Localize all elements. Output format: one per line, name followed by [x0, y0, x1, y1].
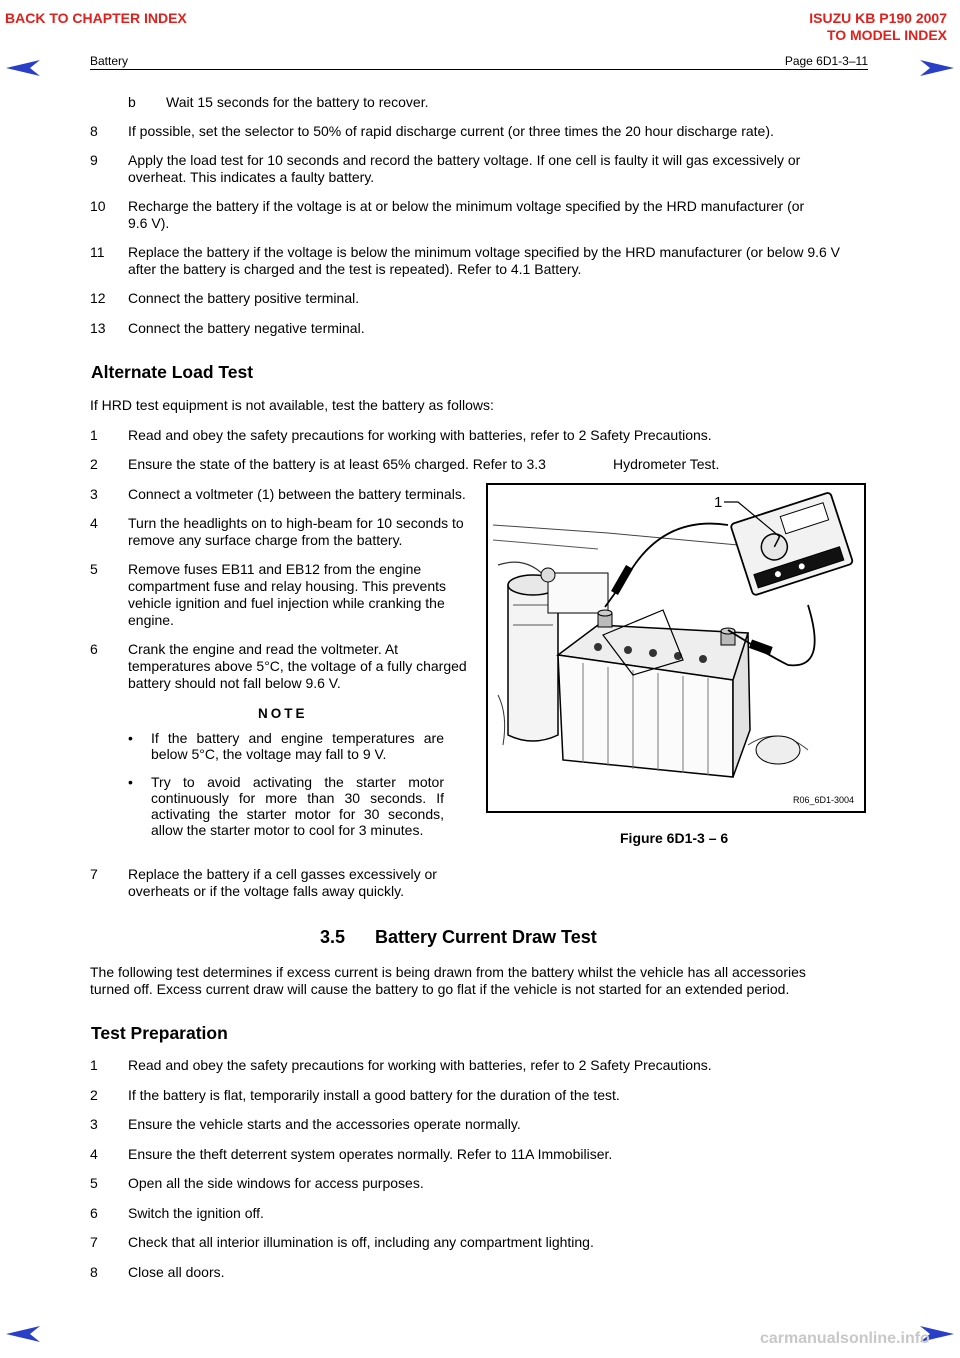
prep-step-8-text: Close all doors. [128, 1264, 225, 1280]
alt-step-3-number: 3 [90, 486, 98, 502]
alt-step-6-line1: Crank the engine and read the voltmeter. At [128, 641, 399, 657]
step-13-number: 13 [90, 320, 106, 336]
alt-step-7-line2: overheats or if the voltage falls away quickly. [128, 883, 404, 899]
note-2-bullet: • [128, 774, 133, 790]
alt-step-5-number: 5 [90, 561, 98, 577]
alt-step-7-number: 7 [90, 866, 98, 882]
note-title: NOTE [258, 706, 308, 721]
alt-step-5-line1: Remove fuses EB11 and EB12 from the engine [128, 561, 422, 577]
step-10-line1: Recharge the battery if the voltage is at or below the minimum voltage specified by the HRD manufacturer (or [128, 198, 805, 214]
prep-step-5-text: Open all the side windows for access purposes. [128, 1175, 424, 1191]
model-title[interactable]: ISUZU KB P190 2007 [809, 10, 947, 26]
alt-step-4-number: 4 [90, 515, 98, 531]
note-2-line1: Try to avoid activating the starter motor [151, 774, 444, 790]
alt-step-5-line3: vehicle ignition and fuel injection while cranking the [128, 595, 445, 611]
alt-step-2-number: 2 [90, 456, 98, 472]
prep-step-3-number: 3 [90, 1116, 98, 1132]
alt-step-5-line2: compartment fuse and relay housing. This prevents [128, 578, 447, 594]
prep-step-6-text: Switch the ignition off. [128, 1205, 264, 1221]
figure-code: R06_6D1-3004 [793, 795, 855, 805]
figure-battery-voltmeter [486, 483, 866, 813]
step-9-number: 9 [90, 152, 98, 168]
step-11-line1: Replace the battery if the voltage is below the minimum voltage specified by the HRD manufacturer (or below 9.6 V [128, 244, 841, 260]
alt-step-5-line4: engine. [128, 612, 174, 628]
step-10-line2: 9.6 V). [128, 215, 170, 231]
step-b-letter: b [128, 94, 136, 110]
alt-step-2-reference: Hydrometer Test. [613, 456, 720, 472]
step-b-text: Wait 15 seconds for the battery to recover. [166, 94, 429, 110]
header-page-number: Page 6D1-3–11 [784, 54, 868, 68]
note-2-line3: activating the starter motor for 30 seconds, [151, 806, 444, 822]
figure-caption: Figure 6D1-3 – 6 [620, 830, 729, 846]
next-page-arrow-icon[interactable] [920, 60, 954, 76]
section-3-5-title: Battery Current Draw Test [375, 927, 597, 947]
step-11-line2: after the battery is charged and the test is repeated). Refer to 4.1 Battery. [128, 261, 582, 277]
step-13-text: Connect the battery negative terminal. [128, 320, 365, 336]
step-9-line1: Apply the load test for 10 seconds and record the battery voltage. If one cell is faulty it will gas excessively or [128, 152, 801, 168]
note-1-bullet: • [128, 730, 133, 746]
prep-step-4-number: 4 [90, 1146, 98, 1162]
model-index-block[interactable] [809, 10, 947, 44]
alt-step-6-number: 6 [90, 641, 98, 657]
current-draw-intro-line1: The following test determines if excess current is being drawn from the battery whilst the vehicle has all accessories [90, 964, 806, 980]
prep-step-5-number: 5 [90, 1175, 98, 1191]
alt-step-3-text: Connect a voltmeter (1) between the battery terminals. [128, 486, 466, 502]
prev-page-arrow-icon[interactable] [6, 60, 40, 76]
step-9-line2: overheat. This indicates a faulty battery. [128, 169, 375, 185]
note-2-line2: continuously for more than 30 seconds. If [151, 790, 444, 806]
alternate-load-intro: If HRD test equipment is not available, test the battery as follows: [90, 397, 494, 413]
figure-callout-1: 1 [714, 494, 723, 511]
step-11-number: 11 [90, 244, 105, 260]
test-preparation-heading: Test Preparation [91, 1023, 228, 1043]
alt-step-7-line1: Replace the battery if a cell gasses excessively or [128, 866, 437, 882]
step-8-number: 8 [90, 123, 98, 139]
prep-step-7-text: Check that all interior illumination is off, including any compartment lighting. [128, 1234, 594, 1250]
alt-step-1-number: 1 [90, 427, 98, 443]
prep-step-7-number: 7 [90, 1234, 98, 1250]
prev-page-arrow-bottom-icon[interactable] [6, 1326, 40, 1342]
prep-step-1-text: Read and obey the safety precautions for working with batteries, refer to 2 Safety Precautions. [128, 1057, 712, 1073]
step-10-number: 10 [90, 198, 106, 214]
prep-step-1-number: 1 [90, 1057, 98, 1073]
prep-step-8-number: 8 [90, 1264, 98, 1280]
prep-step-3-text: Ensure the vehicle starts and the accessories operate normally. [128, 1116, 521, 1132]
note-2-line4: allow the starter motor to cool for 3 minutes. [151, 822, 424, 838]
alt-step-2-text: Ensure the state of the battery is at least 65% charged. Refer to 3.3 [128, 456, 546, 472]
prep-step-4-text: Ensure the theft deterrent system operates normally. Refer to 11A Immobiliser. [128, 1146, 613, 1162]
header-section: Battery [90, 54, 129, 68]
alt-step-6-line2: temperatures above 5°C, the voltage of a fully charged [128, 658, 467, 674]
alt-step-4-line2: remove any surface charge from the battery. [128, 532, 403, 548]
header-rule [90, 69, 868, 70]
step-12-number: 12 [90, 290, 106, 306]
current-draw-intro-line2: turned off. Excess current draw will cause the battery to go flat if the vehicle is not started for an extended period. [90, 981, 790, 997]
prep-step-6-number: 6 [90, 1205, 98, 1221]
prep-step-2-text: If the battery is flat, temporarily install a good battery for the duration of the test. [128, 1087, 620, 1103]
alt-step-4-line1: Turn the headlights on to high-beam for 10 seconds to [128, 515, 464, 531]
prep-step-2-number: 2 [90, 1087, 98, 1103]
alternate-load-test-heading: Alternate Load Test [91, 362, 254, 382]
back-to-chapter-index-link[interactable]: BACK TO CHAPTER INDEX [5, 10, 187, 26]
note-1-line2: below 5°C, the voltage may fall to 9 V. [151, 746, 387, 762]
model-index-link[interactable]: TO MODEL INDEX [826, 27, 947, 43]
alt-step-6-line3: battery should not fall below 9.6 V. [128, 675, 341, 691]
step-8-text: If possible, set the selector to 50% of rapid discharge current (or three times the 20 hour discharge rate). [128, 123, 774, 139]
alt-step-1-text: Read and obey the safety precautions for working with batteries, refer to 2 Safety Precautions. [128, 427, 712, 443]
section-3-5-number: 3.5 [320, 927, 346, 947]
battery-voltmeter-illustration [488, 485, 864, 811]
step-12-text: Connect the battery positive terminal. [128, 290, 360, 306]
footer-watermark: carmanualsonline.info [760, 1330, 930, 1347]
note-1-line1: If the battery and engine temperatures are [151, 730, 444, 746]
